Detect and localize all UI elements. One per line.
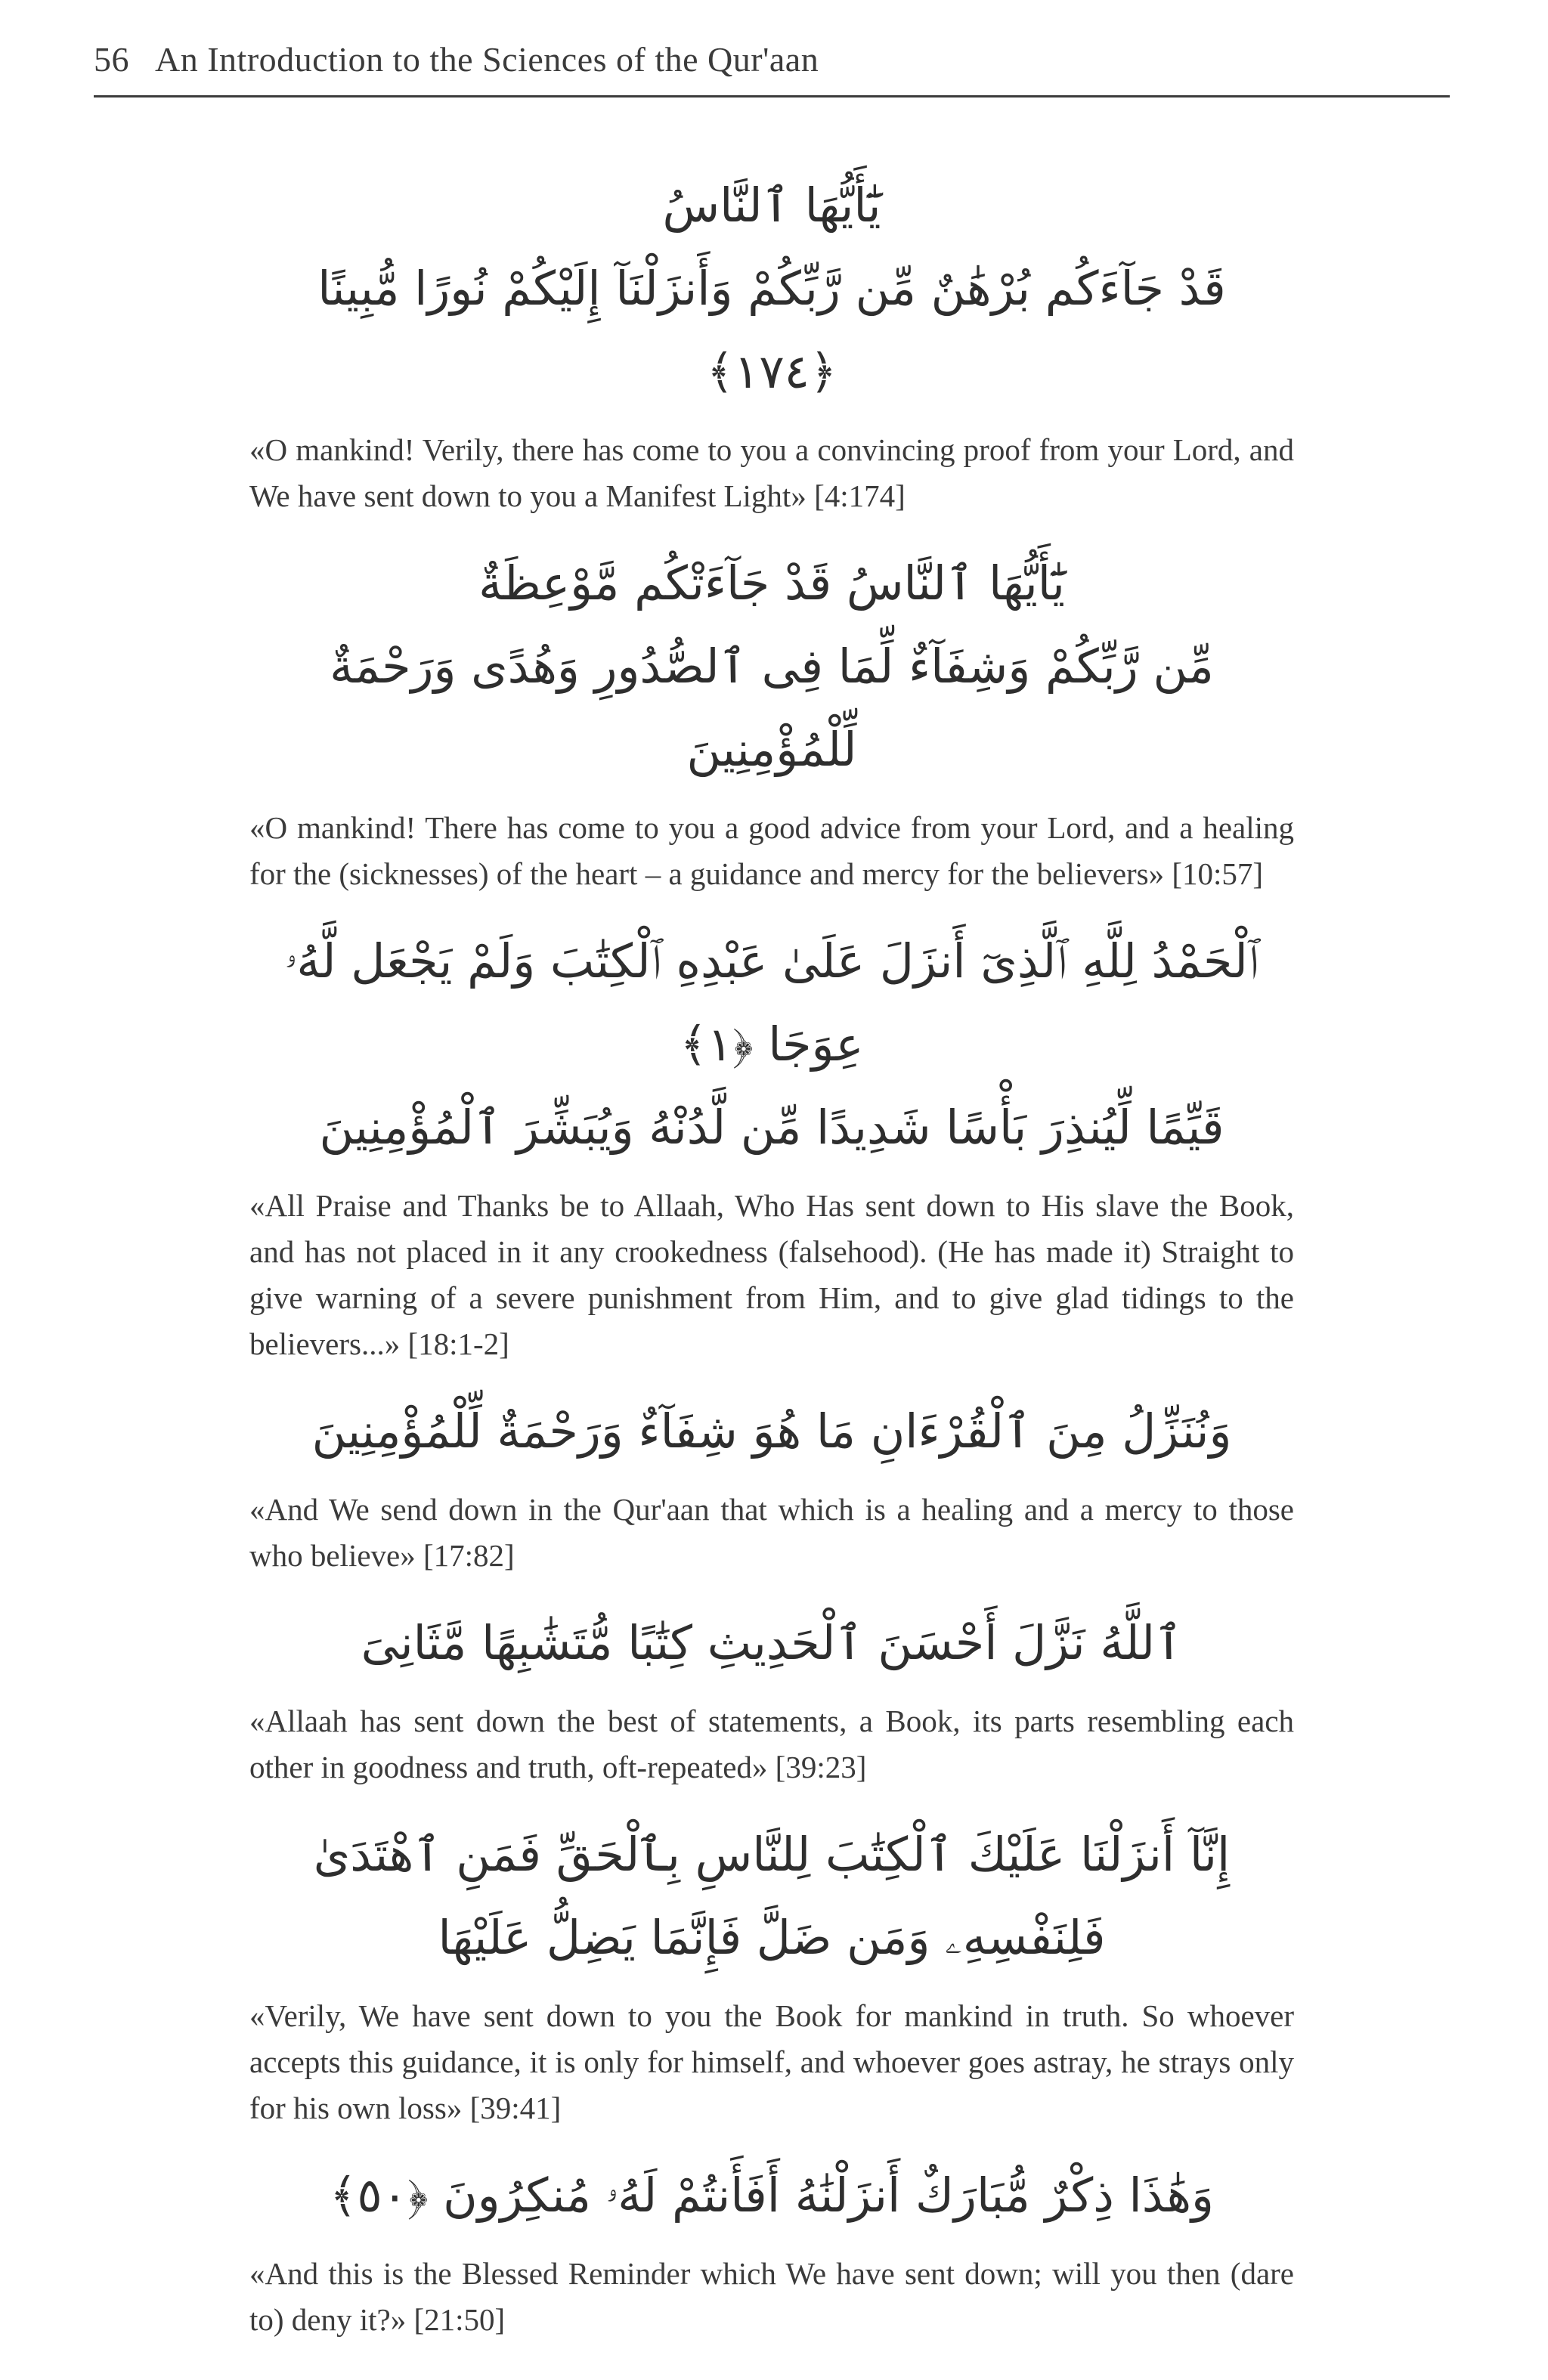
verse-translation — [249, 2251, 1294, 2343]
running-title: An Introduction to the Sciences of the Qur'aan — [155, 40, 819, 79]
arabic-verse — [249, 2154, 1294, 2237]
verse-reference: [17:82] — [423, 1538, 515, 1573]
arabic-verse — [249, 920, 1294, 1169]
translation-text: «O mankind! There has come to you a good advice from your Lord, and a healing for the (sicknesses) of the heart – a guidance and mercy for the believers» — [249, 810, 1294, 891]
translation-text: «All Praise and Thanks be to Allaah, Who Has sent down to His slave the Book, and has not placed in it any crookedness (falsehood). (He has made it) Straight to give warning of a severe punishment from Him, and to give glad tidings to the believers...» — [249, 1188, 1294, 1361]
verse-reference: [4:174] — [814, 478, 906, 513]
arabic-line: فَلِنَفْسِهِۦ وَمَن ضَلَّ فَإِنَّمَا يَضِلُّ عَلَيْهَا — [438, 1910, 1106, 1965]
verse-translation — [249, 1183, 1294, 1367]
page-body — [249, 155, 1294, 2366]
verse-reference: [18:1-2] — [407, 1326, 509, 1361]
verse-reference: [10:57] — [1172, 856, 1264, 891]
translation-text: «O mankind! Verily, there has come to you a convincing proof from your Lord, and We have sent down to you a Manifest Light» — [249, 432, 1294, 513]
arabic-verse — [249, 1390, 1294, 1473]
arabic-line: قَدْ جَآءَكُم بُرْهَٰنٌ مِّن رَّبِّكُمْ وَأَنزَلْنَآ إِلَيْكُمْ نُورًا مُّبِينًا ﴿١٧٤﴾ — [317, 261, 1226, 399]
translation-text: «And We send down in the Qur'aan that which is a healing and a mercy to those who believe» — [249, 1492, 1294, 1573]
verse-reference: [39:41] — [469, 2091, 562, 2125]
verse-block — [249, 1813, 1294, 2131]
verse-translation — [249, 1993, 1294, 2131]
verse-block — [249, 164, 1294, 519]
arabic-line: إِنَّآ أَنزَلْنَا عَلَيْكَ ٱلْكِتَٰبَ لِلنَّاسِ بِٱلْحَقِّ فَمَنِ ٱهْتَدَىٰ — [313, 1827, 1231, 1882]
translation-text: «Allaah has sent down the best of statements, a Book, its parts resembling each other in goodness and truth, oft-repeated» — [249, 1704, 1294, 1784]
arabic-verse — [249, 1602, 1294, 1685]
arabic-line: يَٰٓأَيُّهَا ٱلنَّاسُ — [662, 178, 881, 233]
verse-block — [249, 542, 1294, 897]
running-header — [94, 39, 819, 79]
arabic-verse — [249, 542, 1294, 791]
arabic-line: وَهَٰذَا ذِكْرٌ مُّبَارَكٌ أَنزَلْنَٰهُ أَفَأَنتُمْ لَهُۥ مُنكِرُونَ ﴿٥٠﴾ — [330, 2168, 1214, 2223]
verse-block — [249, 1390, 1294, 1579]
verse-translation — [249, 1698, 1294, 1790]
verse-block — [249, 2154, 1294, 2343]
arabic-line: وَنُنَزِّلُ مِنَ ٱلْقُرْءَانِ مَا هُوَ شِفَآءٌ وَرَحْمَةٌ لِّلْمُؤْمِنِينَ — [311, 1404, 1232, 1459]
verse-reference: [39:23] — [775, 1750, 867, 1784]
arabic-line: ٱلْحَمْدُ لِلَّهِ ٱلَّذِىٓ أَنزَلَ عَلَىٰ عَبْدِهِ ٱلْكِتَٰبَ وَلَمْ يَجْعَل لَّهُۥ عِوَجَا ﴿١﴾ — [284, 933, 1259, 1072]
translation-text: «Verily, We have sent down to you the Book for mankind in truth. So whoever accepts this guidance, it is only for himself, and whoever goes astray, he strays only for his own loss» — [249, 1998, 1294, 2125]
arabic-line: مِّن رَّبِّكُمْ وَشِفَآءٌ لِّمَا فِى ٱلصُّدُورِ وَهُدًى وَرَحْمَةٌ لِّلْمُؤْمِنِينَ — [330, 639, 1214, 777]
arabic-verse — [249, 164, 1294, 413]
verse-block — [249, 1602, 1294, 1790]
verse-reference: [21:50] — [413, 2302, 506, 2337]
page-number: 56 — [94, 40, 129, 79]
verse-translation — [249, 805, 1294, 897]
arabic-line: ٱللَّهُ نَزَّلَ أَحْسَنَ ٱلْحَدِيثِ كِتَٰبًا مُّتَشَٰبِهًا مَّثَانِىَ — [361, 1615, 1183, 1670]
arabic-line: قَيِّمًا لِّيُنذِرَ بَأْسًا شَدِيدًا مِّن لَّدُنْهُ وَيُبَشِّرَ ٱلْمُؤْمِنِينَ — [319, 1100, 1224, 1155]
arabic-verse — [249, 1813, 1294, 1979]
verse-translation — [249, 427, 1294, 519]
translation-text: «And this is the Blessed Reminder which We have sent down; will you then (dare to) deny it?» — [249, 2256, 1294, 2337]
verse-translation — [249, 1487, 1294, 1579]
verse-block — [249, 920, 1294, 1367]
header-rule — [94, 95, 1450, 97]
arabic-line: يَٰٓأَيُّهَا ٱلنَّاسُ قَدْ جَآءَتْكُم مَّوْعِظَةٌ — [478, 556, 1065, 611]
